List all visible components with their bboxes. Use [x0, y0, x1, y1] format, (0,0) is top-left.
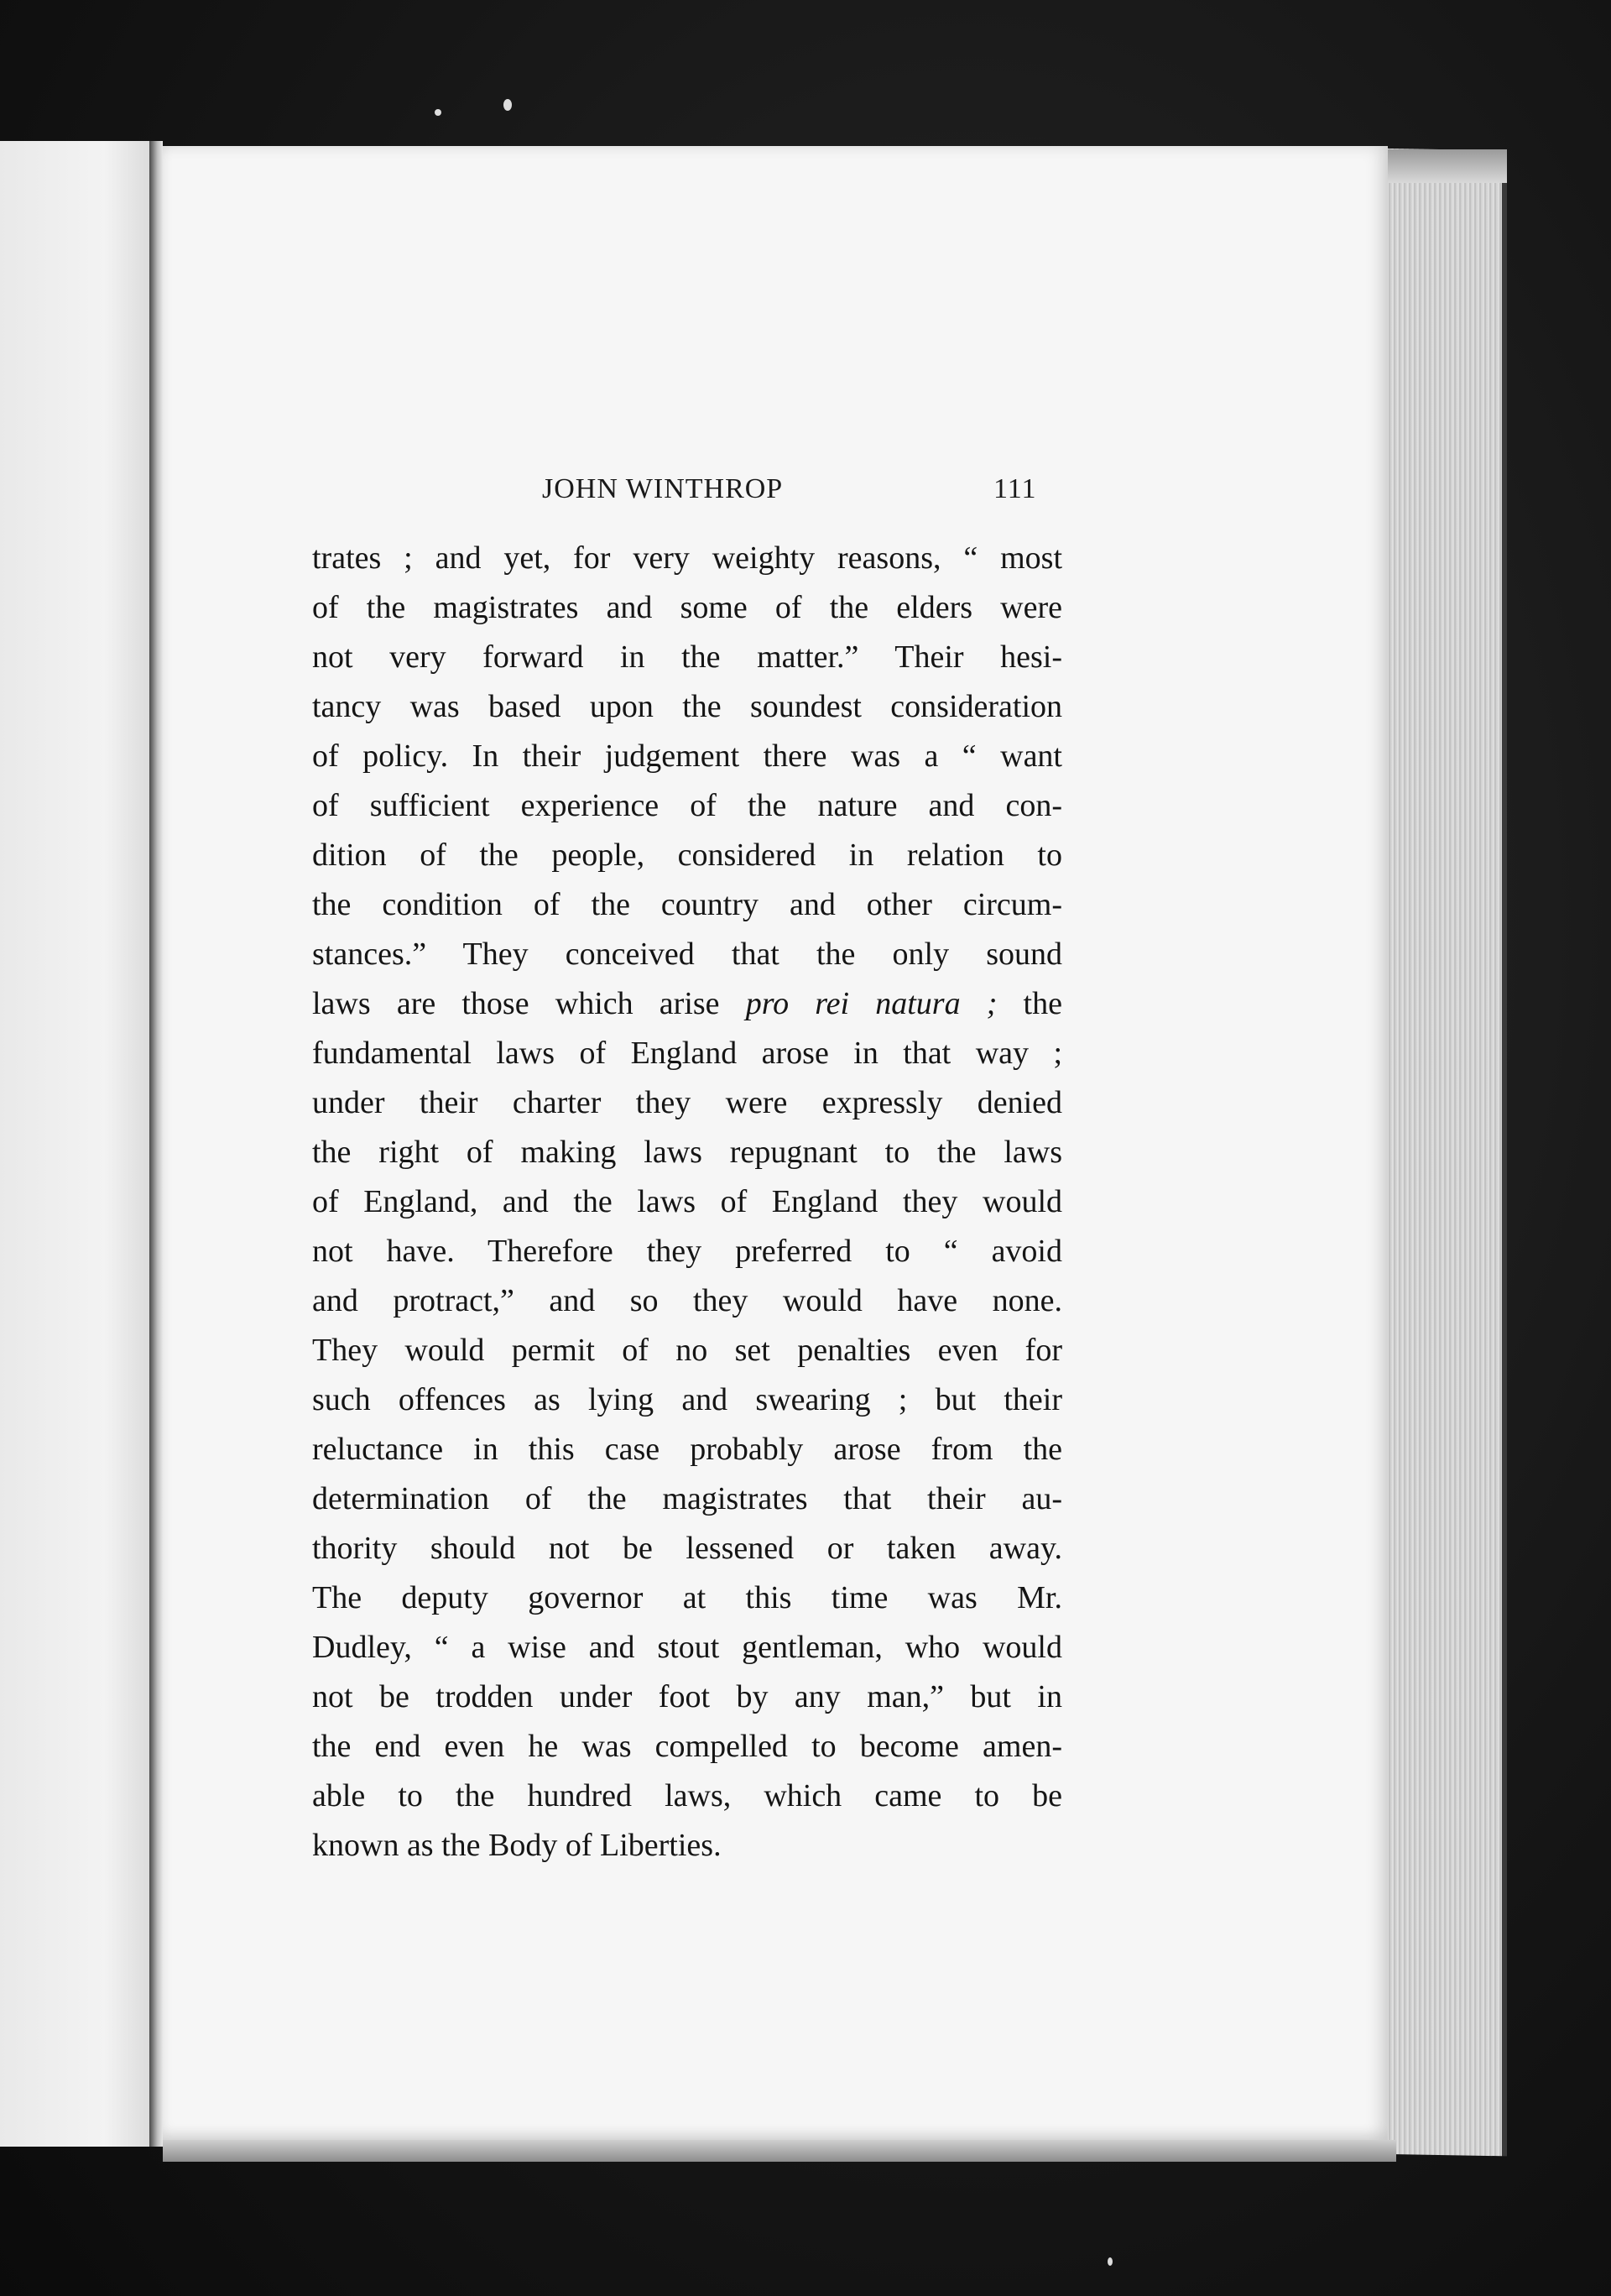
text-segment: known as the Body of Liberties. — [312, 1828, 722, 1863]
text-line — [312, 1425, 1062, 1474]
text-segment: the end even he was compelled to become amen- — [312, 1729, 1062, 1764]
text-line — [312, 1326, 1062, 1375]
page-number: 111 — [993, 473, 1037, 504]
text-segment: not be trodden under foot by any man,” but in — [312, 1679, 1062, 1714]
dust-speck — [503, 99, 512, 111]
italic-phrase: pro rei natura ; — [745, 986, 998, 1021]
text-line — [312, 1474, 1062, 1524]
text-line — [312, 1375, 1062, 1425]
text-line — [312, 534, 1062, 583]
text-segment: of England, and the laws of England they would — [312, 1184, 1062, 1219]
facing-page — [0, 141, 153, 2147]
page-edges — [1376, 149, 1507, 2157]
page-edges-top — [1376, 149, 1507, 183]
text-line — [312, 1672, 1062, 1722]
text-line — [312, 1227, 1062, 1276]
text-segment: under their charter they were expressly denied — [312, 1085, 1062, 1120]
text-segment: laws are those which arise — [312, 986, 746, 1021]
text-line — [312, 1078, 1062, 1128]
text-segment: the condition of the country and other circum- — [312, 887, 1062, 922]
running-title: JOHN WINTHROP — [542, 473, 784, 504]
book-page — [163, 146, 1388, 2140]
text-line — [312, 781, 1062, 831]
dust-speck — [435, 109, 441, 116]
text-segment: stances.” They conceived that the only sound — [312, 937, 1062, 972]
text-line — [312, 880, 1062, 930]
text-line — [312, 1177, 1062, 1227]
text-segment: The deputy governor at this time was Mr. — [312, 1580, 1062, 1615]
running-head — [163, 473, 1388, 515]
text-segment: Dudley, “ a wise and stout gentleman, who would — [312, 1630, 1062, 1665]
text-segment: determination of the magistrates that their au- — [312, 1481, 1062, 1516]
dust-speck — [1108, 2257, 1113, 2266]
body-text — [312, 534, 1062, 1871]
text-line — [312, 979, 1062, 1029]
text-line — [312, 1772, 1062, 1821]
text-line — [312, 682, 1062, 732]
text-line — [312, 1722, 1062, 1772]
text-segment: not have. Therefore they preferred to “ avoid — [312, 1234, 1062, 1269]
text-line — [312, 1821, 1062, 1871]
page-bottom-edge — [163, 2140, 1396, 2162]
text-line — [312, 1128, 1062, 1177]
text-segment: They would permit of no set penalties even for — [312, 1333, 1062, 1368]
text-segment: such offences as lying and swearing ; but their — [312, 1382, 1062, 1417]
text-line — [312, 583, 1062, 633]
text-segment: trates ; and yet, for very weighty reasons, “ most — [312, 540, 1062, 576]
text-segment: the — [997, 986, 1062, 1021]
text-line — [312, 1623, 1062, 1672]
text-segment: of policy. In their judgement there was a “ want — [312, 738, 1062, 774]
text-line — [312, 1524, 1062, 1573]
text-line — [312, 633, 1062, 682]
text-segment: fundamental laws of England arose in that way ; — [312, 1036, 1062, 1071]
text-line — [312, 1573, 1062, 1623]
text-segment: of sufficient experience of the nature and con- — [312, 788, 1062, 823]
text-line — [312, 1029, 1062, 1078]
text-segment: able to the hundred laws, which came to be — [312, 1778, 1062, 1813]
text-segment: reluctance in this case probably arose from the — [312, 1432, 1062, 1467]
text-line — [312, 732, 1062, 781]
text-segment: thority should not be lessened or taken away. — [312, 1531, 1062, 1566]
text-segment: tancy was based upon the soundest consideration — [312, 689, 1062, 724]
text-segment: the right of making laws repugnant to the laws — [312, 1135, 1062, 1170]
text-segment: of the magistrates and some of the elders were — [312, 590, 1062, 625]
text-segment: dition of the people, considered in relation to — [312, 838, 1062, 873]
text-segment: not very forward in the matter.” Their hesi- — [312, 639, 1062, 675]
text-line — [312, 930, 1062, 979]
text-line — [312, 1276, 1062, 1326]
book-gutter — [149, 141, 163, 2147]
text-segment: and protract,” and so they would have none. — [312, 1283, 1062, 1318]
text-line — [312, 831, 1062, 880]
